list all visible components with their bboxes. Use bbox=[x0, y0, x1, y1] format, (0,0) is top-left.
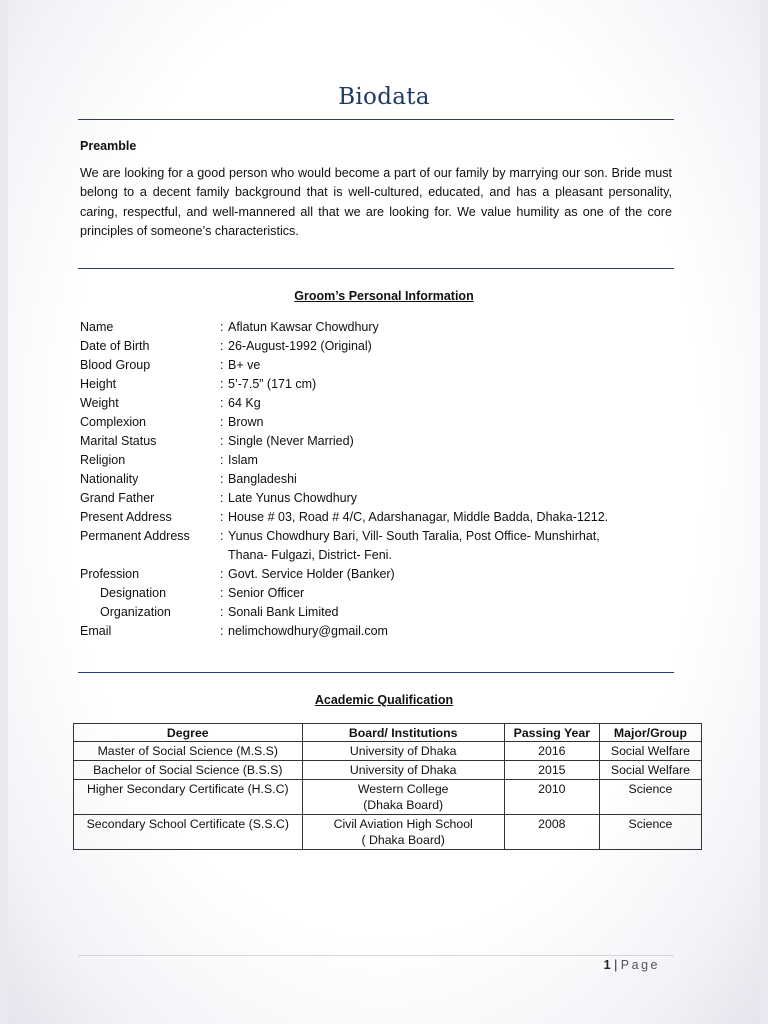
info-label: Religion bbox=[80, 453, 126, 467]
footer-separator: | bbox=[614, 958, 618, 972]
info-row bbox=[80, 584, 680, 603]
table-cell: Secondary School Certificate (S.S.C) bbox=[74, 815, 303, 850]
page-label: Page bbox=[620, 958, 660, 972]
info-colon: : bbox=[220, 434, 224, 448]
info-row bbox=[80, 565, 680, 584]
info-colon: : bbox=[220, 529, 224, 543]
info-colon: : bbox=[220, 339, 224, 353]
info-label: Height bbox=[80, 377, 117, 391]
info-row bbox=[80, 508, 680, 527]
personal-info-list bbox=[80, 318, 680, 641]
preamble-heading: Preamble bbox=[80, 139, 137, 153]
info-value: B+ ve bbox=[228, 358, 261, 372]
info-label: Grand Father bbox=[80, 491, 155, 505]
personal-info-heading: Groom’s Personal Information bbox=[294, 289, 474, 303]
info-row bbox=[80, 375, 680, 394]
academic-table bbox=[73, 723, 702, 850]
info-row bbox=[80, 527, 680, 546]
info-colon: : bbox=[220, 605, 224, 619]
table-cell: Western College (Dhaka Board) bbox=[302, 780, 504, 815]
info-row bbox=[80, 489, 680, 508]
info-value: 64 Kg bbox=[228, 396, 261, 410]
info-colon: : bbox=[220, 567, 224, 581]
info-row bbox=[80, 432, 680, 451]
info-label: Profession bbox=[80, 567, 140, 581]
info-value: 5’-7.5” (171 cm) bbox=[228, 377, 317, 391]
info-label: Date of Birth bbox=[80, 339, 150, 353]
info-value: Yunus Chowdhury Bari, Vill- South Taralia, Post Office- Munshirhat, bbox=[228, 529, 600, 543]
table-cell: 2010 bbox=[504, 780, 599, 815]
info-colon: : bbox=[220, 491, 224, 505]
personal-divider bbox=[78, 672, 674, 673]
info-colon: : bbox=[220, 586, 224, 600]
table-row bbox=[74, 761, 702, 780]
table-cell: Civil Aviation High School ( Dhaka Board) bbox=[302, 815, 504, 850]
table-cell: 2016 bbox=[504, 742, 599, 761]
title-divider bbox=[78, 119, 674, 120]
info-value: 26-August-1992 (Original) bbox=[228, 339, 372, 353]
info-colon: : bbox=[220, 453, 224, 467]
info-row bbox=[80, 413, 680, 432]
table-cell: Social Welfare bbox=[599, 742, 701, 761]
table-row bbox=[74, 742, 702, 761]
info-value: Single (Never Married) bbox=[228, 434, 354, 448]
info-row bbox=[80, 356, 680, 375]
table-cell: Bachelor of Social Science (B.S.S) bbox=[74, 761, 303, 780]
info-value: Govt. Service Holder (Banker) bbox=[228, 567, 395, 581]
info-label: Present Address bbox=[80, 510, 172, 524]
info-row bbox=[80, 622, 680, 641]
info-value: Bangladeshi bbox=[228, 472, 297, 486]
info-value: Late Yunus Chowdhury bbox=[228, 491, 358, 505]
table-row bbox=[74, 815, 702, 850]
table-cell: Science bbox=[599, 780, 701, 815]
info-colon: : bbox=[220, 358, 224, 372]
info-value: House # 03, Road # 4/C, Adarshanagar, Middle Badda, Dhaka-1212. bbox=[228, 510, 609, 524]
info-row bbox=[80, 337, 680, 356]
academic-heading: Academic Qualification bbox=[314, 693, 454, 707]
info-colon: : bbox=[220, 396, 224, 410]
info-label: Nationality bbox=[80, 472, 139, 486]
document-title: Biodata bbox=[338, 84, 430, 110]
info-label: Email bbox=[80, 624, 112, 638]
info-label: Marital Status bbox=[80, 434, 157, 448]
table-cell: Higher Secondary Certificate (H.S.C) bbox=[74, 780, 303, 815]
academic-table-header bbox=[74, 724, 702, 742]
info-label: Organization bbox=[100, 605, 171, 619]
preamble-divider bbox=[78, 268, 674, 269]
column-header: Passing Year bbox=[504, 724, 599, 742]
table-cell: 2015 bbox=[504, 761, 599, 780]
info-value: Senior Officer bbox=[228, 586, 305, 600]
info-label: Weight bbox=[80, 396, 119, 410]
info-colon: : bbox=[220, 472, 224, 486]
table-cell: 2008 bbox=[504, 815, 599, 850]
column-header: Board/ Institutions bbox=[302, 724, 504, 742]
info-label: Complexion bbox=[80, 415, 147, 429]
info-row bbox=[80, 394, 680, 413]
info-colon: : bbox=[220, 415, 224, 429]
column-header: Degree bbox=[74, 724, 303, 742]
info-value: Aflatun Kawsar Chowdhury bbox=[228, 320, 379, 334]
footer-divider bbox=[78, 955, 674, 956]
info-colon: : bbox=[220, 510, 224, 524]
info-colon: : bbox=[220, 624, 224, 638]
table-row bbox=[74, 780, 702, 815]
info-colon: : bbox=[220, 377, 224, 391]
preamble-text: We are looking for a good person who would become a part of our family by marrying our son. Bride must belong to a decent family background that is well-cultured, educated, and has a pleasant personality, caring, respectful, and well-mannered all that we are looking for. We value humility as one of the core principles of someone’s characteristics. bbox=[80, 166, 672, 239]
info-value: Islam bbox=[228, 453, 258, 467]
info-row bbox=[80, 451, 680, 470]
info-value: nelimchowdhury@gmail.com bbox=[228, 624, 388, 638]
page-footer bbox=[604, 958, 660, 972]
info-colon: : bbox=[220, 320, 224, 334]
table-cell: University of Dhaka bbox=[302, 761, 504, 780]
info-row bbox=[80, 470, 680, 489]
column-header: Major/Group bbox=[599, 724, 701, 742]
table-cell: Social Welfare bbox=[599, 761, 701, 780]
page-number: 1 bbox=[603, 958, 611, 972]
info-value: Sonali Bank Limited bbox=[228, 605, 339, 619]
table-cell: University of Dhaka bbox=[302, 742, 504, 761]
info-label: Designation bbox=[100, 586, 167, 600]
document-page bbox=[8, 0, 760, 1024]
table-cell: Science bbox=[599, 815, 701, 850]
info-row bbox=[80, 603, 680, 622]
info-value-continuation: Thana- Fulgazi, District- Feni. bbox=[228, 548, 392, 562]
info-label: Blood Group bbox=[80, 358, 151, 372]
info-row bbox=[80, 318, 680, 337]
info-label: Permanent Address bbox=[80, 529, 190, 543]
info-value: Brown bbox=[228, 415, 264, 429]
info-label: Name bbox=[80, 320, 114, 334]
table-cell: Master of Social Science (M.S.S) bbox=[74, 742, 303, 761]
